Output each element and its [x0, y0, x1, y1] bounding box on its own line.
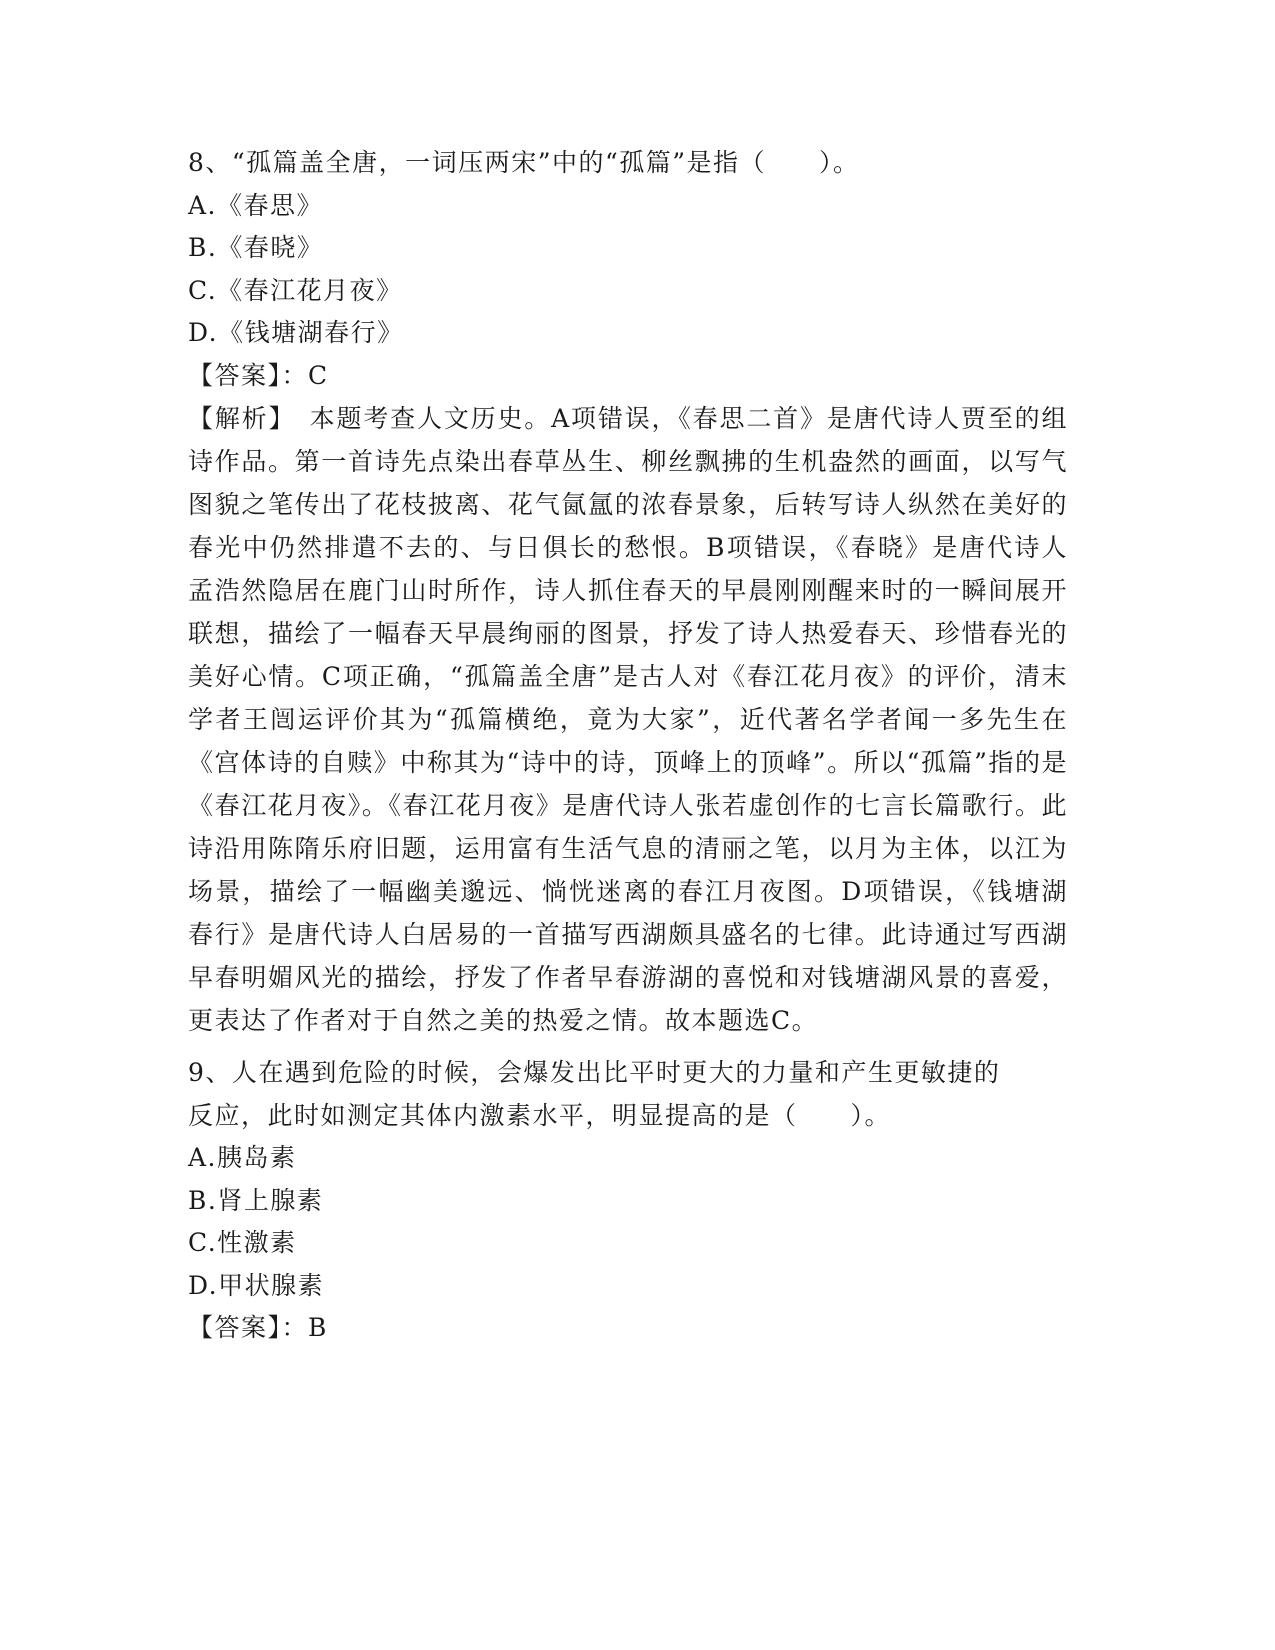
option-a: A.《春思》	[188, 190, 324, 220]
answer: 【答案】：C	[188, 360, 329, 390]
analysis: 【解析】 本题考查人文历史。A项错误，《春思二首》是唐代诗人贾至的组诗作品。第一首诗先点染出春草丛生、柳丝飘拂的生机盎然的画面，以写气图貌之笔传出了花枝披离、花气氤氲的浓春景象，后转写诗人纵然在美好的春光中仍然排遣不去的、与日俱长的愁恨。B项错误，《春晓》是唐代诗人孟浩然隐居在鹿门山时所作，诗人抓住春天的早晨刚刚醒来时的一瞬间展开联想，描绘了一幅春天早晨绚丽的图景，抒发了诗人热爱春天、珍惜春光的美好心情。C项正确，“孤篇盖全唐”是古人对《春江花月夜》的评价，清末学者王闿运评价其为“孤篇横绝，竟为大家”，近代著名学者闻一多先生在《宫体诗的自赎》中称其为“诗中的诗，顶峰上的顶峰”。所以“孤篇”指的是《春江花月夜》。《春江花月夜》是唐代诗人张若虚创作的七言长篇歌行。此诗沿用陈隋乐府旧题，运用富有生活气息的清丽之笔，以月为主体，以江为场景，描绘了一幅幽美邈远、惝恍迷离的春江月夜图。D项错误，《钱塘湖春行》是唐代诗人白居易的一首描写西湖颇具盛名的七律。此诗通过写西湖早春明媚风光的描绘，抒发了作者早春游湖的喜悦和对钱塘湖风景的喜爱，更表达了作者对于自然之美的热爱之情。故本题选C。	[188, 404, 1068, 1035]
option-a: A.胰岛素	[188, 1143, 297, 1172]
option-b: B.肾上腺素	[188, 1185, 324, 1215]
question-stem-line-2: 反应，此时如测定其体内激素水平，明显提高的是（ ）。	[188, 1100, 892, 1130]
option-c: C.性激素	[188, 1228, 297, 1257]
answer: 【答案】：B	[188, 1313, 328, 1342]
option-d: D.甲状腺素	[188, 1270, 325, 1300]
option-b: B.《春晓》	[188, 233, 324, 262]
question-stem: 8、“孤篇盖全唐，一词压两宋”中的“孤篇”是指（ ）。	[188, 148, 860, 177]
option-c: C.《春江花月夜》	[188, 275, 403, 305]
option-d: D.《钱塘湖春行》	[188, 318, 404, 347]
question-9	[188, 1052, 1088, 1350]
exam-page	[188, 142, 1088, 1350]
question-8	[188, 142, 1088, 1042]
question-stem-line-1: 9、人在遇到危险的时候，会爆发出比平时更大的力量和产生更敏捷的	[188, 1058, 1001, 1087]
